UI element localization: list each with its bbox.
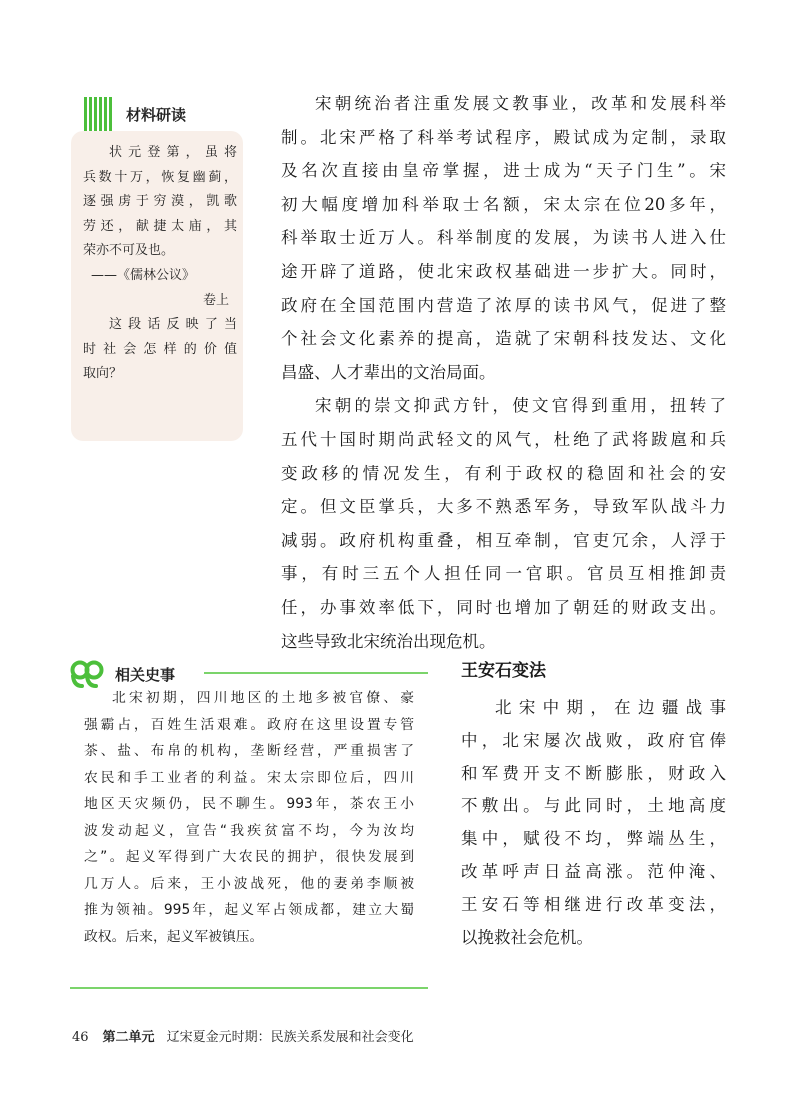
main-line: 减弱。政府机构重叠，相互牵制，官吏冗余，人浮于 [281,530,726,550]
main-line: 途开辟了道路，使北宋政权基础进一步扩大。同时， [281,261,726,281]
chapter-title: 辽宋夏金元时期：民族关系发展和社会变化 [166,1030,414,1045]
section-line: 王安石等相继进行改革变法， [461,894,726,914]
section-line: 以挽救社会危机。 [461,927,593,947]
main-line: 宋朝统治者注重发展文教事业，改革和发展科举 [315,94,726,113]
main-line: 五代十国时期尚武轻文的风气，杜绝了武将跋扈和兵 [281,429,726,449]
page-number: 46 [72,1030,89,1045]
related-line: 茶、盐、布帛的机构，垄断经营，严重损害了 [84,743,414,759]
main-line: 这些导致北宋统治出现危机。 [281,631,496,651]
related-line: 北宋初期，四川地区的土地多被官僚、豪 [112,690,414,706]
sidebar-line: 荣亦不可及也。 [83,243,175,259]
related-line: 几万人。后来，王小波战死，他的妻弟李顺被 [84,875,414,892]
related-history-title: 相关史事 [115,666,176,684]
sidebar-line: 兵数十万，恢复幽蓟， [83,169,237,185]
main-line: 制。北宋严格了科举考试程序，殿试成为定制，录取 [281,127,726,147]
main-line: 政府在全国范围内营造了浓厚的读书风气，促进了整 [281,295,726,315]
main-line: 及名次直接由皇帝掌握，进士成为“天子门生”。宋 [281,161,726,181]
section-body [461,692,726,954]
sidebar-line: 逐强虏于穷漠，凯歌 [83,194,237,210]
main-line: 个社会文化素养的提高，造就了宋朝科技发达、文化 [281,329,726,349]
green-bars-icon [84,97,112,131]
main-line: 事，有时三五个人担任同一官职。官员互相推卸责 [281,564,726,584]
material-reading-box [71,131,243,441]
sidebar-line: 状元登第，虽将 [109,145,237,160]
unit-label: 第二单元 [102,1030,155,1045]
main-line: 定。但文臣掌兵，大多不熟悉军务，导致军队战斗力 [281,497,726,517]
section-line: 中，北宋屡次战败，政府官俸 [461,730,726,750]
sidebar-title: 材料研读 [126,105,187,124]
sidebar-source-volume: 卷上 [202,292,229,308]
related-line: 农民和手工业者的利益。宋太宗即位后，四川 [84,769,414,786]
sidebar-line: 劳还，献捷太庙，其 [83,218,237,234]
related-line: 推为领袖。995年，起义军占领成都，建立大蜀 [84,902,414,918]
section-line: 改革呼声日益高涨。范仲淹、 [461,861,726,881]
section-title: 王安石变法 [461,661,546,681]
main-line: 科举取士近万人。科举制度的发展，为读书人进入仕 [281,228,726,248]
sidebar-question: 这段话反映了当 [109,317,237,333]
section-line: 不敷出。与此同时，土地高度 [461,796,726,816]
page-footer [72,1026,414,1045]
section-line: 和军费开支不断膨胀，财政入 [461,763,726,783]
related-divider-top [204,672,428,674]
related-line: 地区天灾频仍，民不聊生。993年，茶农王小 [84,796,414,812]
section-line: 北宋中期，在边疆战事 [495,698,726,717]
related-line: 强霸占，百姓生活艰难。政府在这里设置专管 [84,716,414,733]
main-line: 宋朝的崇文抑武方针，使文官得到重用，扭转了 [315,396,726,416]
main-text [281,87,726,658]
related-line: 波发动起义，宣告“我疾贫富不均，今为汝均 [84,822,414,839]
main-line: 昌盛、人才辈出的文治局面。 [281,362,496,382]
main-line: 任，办事效率低下，同时也增加了朝廷的财政支出。 [281,597,726,617]
main-line: 初大幅度增加科举取士名额，宋太宗在位20多年， [281,194,726,214]
section-line: 集中，赋役不均，弊端丛生， [461,829,726,849]
related-divider-bottom [70,987,428,989]
related-history-body [84,685,414,950]
sidebar-header [84,97,186,131]
related-line: 之”。起义军得到广大农民的拥护，很快发展到 [84,849,414,865]
sidebar-question: 时社会怎样的价值 [83,341,237,357]
sidebar-source: ——《儒林公议》 [91,267,196,283]
sidebar-question: 取向？ [83,366,123,382]
related-line: 政权。后来，起义军被镇压。 [84,928,264,945]
main-line: 变政移的情况发生，有利于政权的稳固和社会的安 [281,463,726,483]
